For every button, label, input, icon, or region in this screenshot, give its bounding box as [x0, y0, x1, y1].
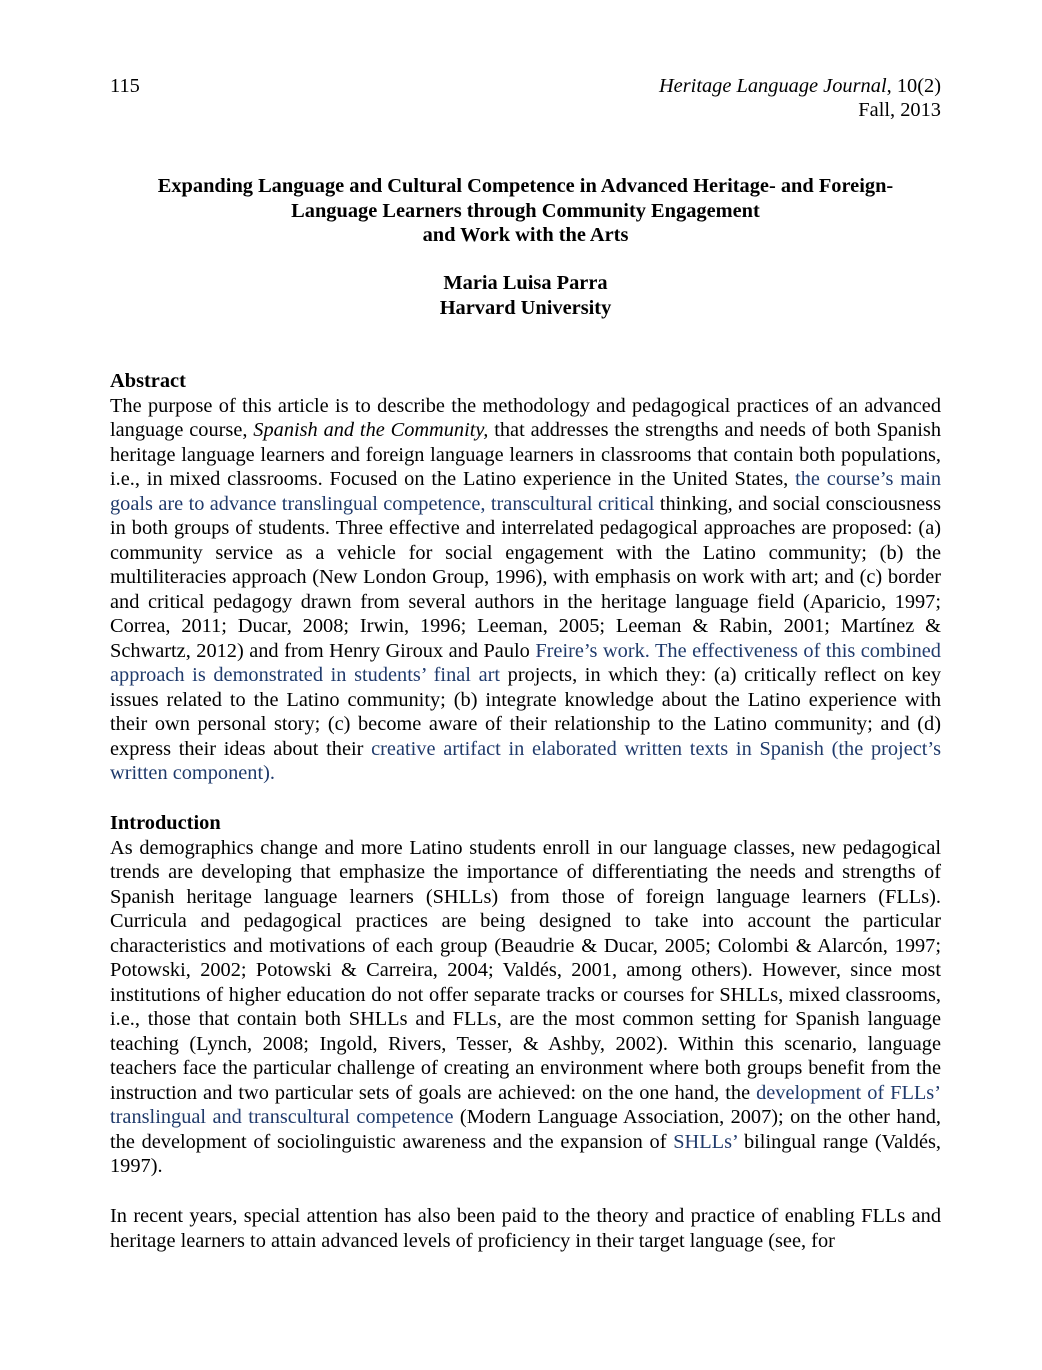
introduction-heading: Introduction — [110, 812, 221, 834]
title-line-3: and Work with the Arts — [422, 224, 629, 246]
running-header — [659, 74, 941, 122]
abstract-text-3: thinking, and social consciousness in both groups of students. Three effective and interrelated pedagogical approaches are proposed: (a) community service as a vehicle for social engagement with the Latino community; (b) the multiliteracies approach (New London Group, 1996), with emphasis on work with art; and (c) border and critical pedagogy drawn from several authors in the heritage language field (Aparicio, 1997; Correa, 2011; Ducar, 2008; Irwin, 1996; Leeman, 2005; Leeman & Rabin, 2001; Martínez & Schwartz, 2012) and from Henry Giroux and Paulo — [110, 492, 941, 662]
abstract-text-1: The purpose of this article is to describe the methodology and pedagogical practices of an advanced language course, — [110, 394, 941, 441]
abstract-highlight-3: creative artifact in elaborated written texts in Spanish (the project’s written component). — [110, 737, 941, 784]
journal-season: Fall, 2013 — [858, 99, 941, 121]
abstract-text-2: that addresses the strengths and needs of both Spanish heritage language learners and foreign language learners in classrooms that contain both populations, i.e., in mixed classrooms. Focused on the Latino experience in the United States, — [110, 419, 941, 490]
author-affiliation: Harvard University — [439, 296, 612, 319]
journal-citation — [659, 74, 941, 98]
introduction-paragraph-1 — [110, 836, 941, 1179]
abstract-highlight-1: the course’s main goals are to advance translingual competence, transcultural critical — [110, 468, 941, 515]
abstract-text-4: projects, in which they: (a) critically reflect on key issues related to the Latino community; (b) integrate knowledge about the Latino experience with their own personal story; (c) become aware of their relationship to the Latino community; and (d) express their ideas about their — [110, 664, 941, 760]
abstract-paragraph — [110, 394, 941, 786]
intro-text-1: As demographics change and more Latino students enroll in our language classes, new pedagogical trends are developing that emphasize the importance of differentiating the needs and strengths of Spanish heritage language learners (SHLLs) from those of foreign language learners (FLLs). Curricula and pedagogical practices are being designed to take into account the particular characteristics and motivations of each group (Beaudrie & Ducar, 2005; Colombi & Alarcón, 1997; Potowski, 2002; Potowski & Carreira, 2004; Valdés, 2001, among others). However, since most institutions of higher education do not offer separate tracks or courses for SHLLs, mixed classrooms, i.e., those that contain both SHLLs and FLLs, are the most common setting for Spanish language teaching (Lynch, 2008; Ingold, Rivers, Tesser, & Ashby, 2002). Within this scenario, language teachers face the particular challenge of creating an environment where both groups benefit from the instruction and two particular sets of goals are achieved: on the one hand, the — [110, 836, 941, 1104]
abstract-heading: Abstract — [110, 370, 186, 392]
author-name: Maria Luisa Parra — [443, 272, 608, 294]
title-line-1: Expanding Language and Cultural Competence in Advanced Heritage- and Foreign- — [157, 175, 894, 197]
title-line-2: Language Learners through Community Engagement — [291, 199, 760, 222]
abstract-section — [110, 369, 941, 786]
journal-volume: , 10(2) — [886, 75, 941, 97]
introduction-paragraph-2-block — [110, 1204, 941, 1253]
journal-name: Heritage Language Journal — [658, 75, 887, 97]
intro-text-2: (Modern Language Association, 2007); on the other hand, the development of sociolinguistic awareness and the expansion of — [110, 1106, 941, 1153]
intro-text-3: bilingual range (Valdés, 1997). — [110, 1130, 941, 1177]
abstract-highlight-2: Freire’s work. The effectiveness of this combined approach is demonstrated in students’ final art — [110, 639, 941, 686]
introduction-section — [110, 811, 941, 1179]
intro-highlight-2: SHLLs’ — [673, 1130, 738, 1153]
introduction-paragraph-2: In recent years, special attention has also been paid to the theory and practice of enabling FLLs and heritage learners to attain advanced levels of proficiency in their target language (see, for — [110, 1205, 941, 1252]
author-block — [110, 271, 941, 320]
intro-highlight-1: development of FLLs’ translingual and transcultural competence — [110, 1081, 941, 1128]
article-title — [110, 174, 941, 248]
page-number: 115 — [110, 75, 140, 97]
course-title: Spanish and the Community, — [253, 419, 489, 441]
